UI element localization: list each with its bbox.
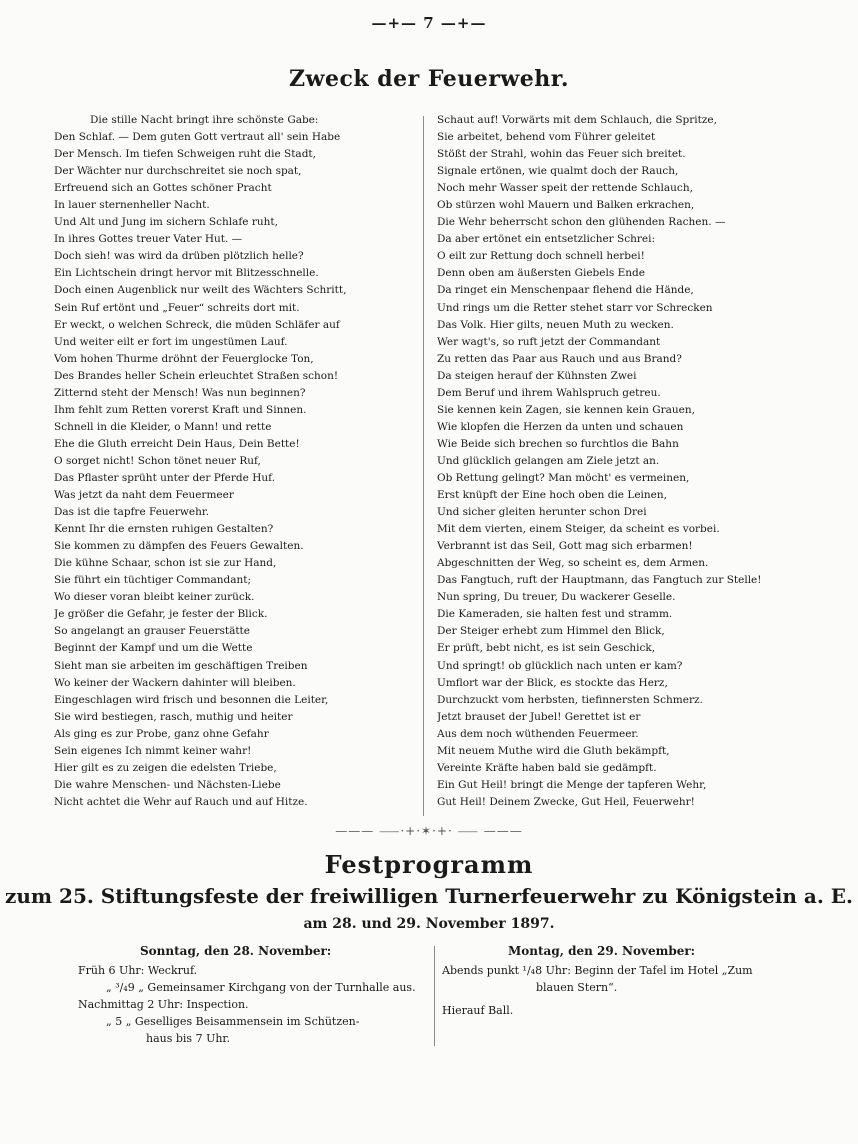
poem-line: Jetzt brauset der Jubel! Gerettet ist er bbox=[437, 710, 641, 723]
poem-line: Und springt! ob glücklich nach unten er kam? bbox=[437, 659, 683, 672]
poem-right-column bbox=[437, 112, 787, 811]
poem-line: Schaut auf! Vorwärts mit dem Schlauch, die Spritze, bbox=[437, 114, 717, 126]
poem-line: Mit dem vierten, einem Steiger, da scheint es vorbei. bbox=[437, 523, 720, 536]
program-divider bbox=[434, 946, 435, 1046]
poem-line: Ob stürzen wohl Mauern und Balken erkrachen, bbox=[437, 199, 695, 212]
poem-line: Das Fangtuch, ruft der Hauptmann, das Fangtuch zur Stelle! bbox=[437, 574, 762, 587]
poem-line: Dem Beruf und ihrem Wahlspruch getreu. bbox=[437, 386, 661, 399]
poem-line: Das ist die tapfre Feuerwehr. bbox=[54, 506, 210, 519]
poem-line: Eingeschlagen wird frisch und besonnen die Leiter, bbox=[54, 693, 329, 706]
poem-line: Sein eigenes Ich nimmt keiner wahr! bbox=[54, 744, 252, 757]
poem-line: Durchzuckt vom herbsten, tiefinnersten Schmerz. bbox=[437, 693, 703, 706]
poem-line: Zu retten das Paar aus Rauch und aus Brand? bbox=[437, 352, 682, 365]
poem-line: Wo dieser voran bleibt keiner zurück. bbox=[54, 591, 255, 604]
poem-line: Und sicher gleiten herunter schon Drei bbox=[437, 506, 647, 519]
schedule-line: „ 5 „ Geselliges Beisammensein im Schützen- bbox=[106, 1015, 360, 1028]
poem-line: Mit neuem Muthe wird die Gluth bekämpft, bbox=[437, 744, 670, 757]
poem-line: Und rings um die Retter stehet starr vor Schrecken bbox=[437, 301, 713, 314]
poem-line: Noch mehr Wasser speit der rettende Schlauch, bbox=[437, 182, 693, 195]
poem-line: Da aber ertönet ein entsetzlicher Schrei: bbox=[437, 233, 655, 246]
poem-line: Er prüft, bebt nicht, es ist sein Geschick, bbox=[437, 642, 656, 655]
poem-line: Umflort war der Blick, es stockte das Herz, bbox=[437, 676, 668, 689]
poem-line: Aus dem noch wüthenden Feuermeer. bbox=[437, 727, 639, 740]
poem-line: Und glücklich gelangen am Ziele jetzt an. bbox=[437, 454, 660, 467]
poem-line: Doch einen Augenblick nur weilt des Wächters Schritt, bbox=[54, 284, 347, 297]
poem-line: Sie wird bestiegen, rasch, muthig und heiter bbox=[54, 710, 293, 723]
poem-line: Sie kommen zu dämpfen des Feuers Gewalten. bbox=[54, 540, 304, 553]
poem-line: Wie klopfen die Herzen da unten und schauen bbox=[437, 420, 684, 433]
sunday-schedule bbox=[78, 962, 423, 1047]
poem-line: Die stille Nacht bringt ihre schönste Gabe: bbox=[90, 114, 319, 126]
poem-line: Er weckt, o welchen Schreck, die müden Schläfer auf bbox=[54, 318, 340, 331]
schedule-line: Nachmittag 2 Uhr: Inspection. bbox=[78, 998, 249, 1011]
festprogramm-subtitle: zum 25. Stiftungsfeste der freiwilligen Turnerfeuerwehr zu Königstein a. E. bbox=[5, 884, 853, 908]
poem-line: Sie kennen kein Zagen, sie kennen kein Grauen, bbox=[437, 403, 695, 416]
poem-line: Erfreuend sich an Gottes schöner Pracht bbox=[54, 182, 272, 195]
poem-line: Ein Lichtschein dringt hervor mit Blitzesschnelle. bbox=[54, 267, 319, 280]
poem-line: Denn oben am äußersten Giebels Ende bbox=[437, 267, 645, 280]
poem-line: Wo keiner der Wackern dahinter will bleiben. bbox=[54, 676, 296, 689]
poem-line: Stößt der Strahl, wohin das Feuer sich breitet. bbox=[437, 148, 686, 161]
monday-schedule bbox=[442, 962, 792, 1019]
poem-line: Zitternd steht der Mensch! Was nun beginnen? bbox=[54, 386, 306, 399]
poem-line: Abgeschnitten der Weg, so scheint es, dem Armen. bbox=[437, 557, 709, 570]
festprogramm-title: Festprogramm bbox=[324, 850, 534, 879]
schedule-line: blauen Stern“. bbox=[536, 981, 618, 994]
poem-line: Sein Ruf ertönt und „Feuer“ schreits dort mit. bbox=[54, 301, 300, 314]
column-divider bbox=[423, 116, 424, 816]
poem-line: Je größer die Gefahr, je fester der Blick. bbox=[54, 608, 268, 621]
poem-line: Und weiter eilt er fort im ungestümen Lauf. bbox=[54, 335, 288, 348]
poem-line: Ob Rettung gelingt? Man möcht' es vermeinen, bbox=[437, 471, 690, 484]
poem-line: Ein Gut Heil! bringt die Menge der tapferen Wehr, bbox=[437, 778, 707, 791]
poem-line: Das Pflaster sprüht unter der Pferde Huf. bbox=[54, 471, 275, 484]
poem-line: Nicht achtet die Wehr auf Rauch und auf Hitze. bbox=[54, 795, 308, 808]
poem-line: O eilt zur Rettung doch schnell herbei! bbox=[437, 250, 645, 263]
poem-line: Ehe die Gluth erreicht Dein Haus, Dein Bette! bbox=[54, 437, 300, 450]
poem-line: Der Wächter nur durchschreitet sie noch spat, bbox=[54, 165, 302, 178]
poem-line: Ihm fehlt zum Retten vorerst Kraft und Sinnen. bbox=[54, 403, 307, 416]
poem-line: Die Wehr beherrscht schon den glühenden Rachen. — bbox=[437, 216, 726, 229]
monday-heading: Montag, den 29. November: bbox=[508, 944, 696, 958]
poem-line: Erst knüpft der Eine hoch oben die Leinen, bbox=[437, 489, 667, 502]
schedule-line: Abends punkt ¹/₄8 Uhr: Beginn der Tafel im Hotel „Zum bbox=[442, 964, 753, 977]
poem-line: Beginnt der Kampf und um die Wette bbox=[54, 642, 253, 655]
poem-line: In lauer sternenheller Nacht. bbox=[54, 199, 210, 212]
schedule-line: haus bis 7 Uhr. bbox=[146, 1032, 230, 1045]
poem-line: Doch sieh! was wird da drüben plötzlich helle? bbox=[54, 250, 304, 263]
poem-line: Kennt Ihr die ernsten ruhigen Gestalten? bbox=[54, 523, 274, 536]
poem-line: Der Steiger erhebt zum Himmel den Blick, bbox=[437, 625, 665, 638]
poem-line: Den Schlaf. — Dem guten Gott vertraut all' sein Habe bbox=[54, 131, 341, 144]
poem-left-column bbox=[54, 112, 399, 811]
poem-line: Da steigen herauf der Kühnsten Zwei bbox=[437, 369, 637, 382]
schedule-line: „ ³/₄9 „ Gemeinsamer Kirchgang von der Turnhalle aus. bbox=[106, 981, 416, 994]
poem-line: Als ging es zur Probe, ganz ohne Gefahr bbox=[54, 727, 269, 740]
poem-line: Verbrannt ist das Seil, Gott mag sich erbarmen! bbox=[437, 540, 693, 553]
poem-line: Was jetzt da naht dem Feuermeer bbox=[54, 489, 234, 502]
poem-line: Wie Beide sich brechen so furchtlos die Bahn bbox=[437, 437, 679, 450]
poem-line: Vom hohen Thurme dröhnt der Feuerglocke Ton, bbox=[54, 352, 314, 365]
festprogramm-dates: am 28. und 29. November 1897. bbox=[303, 916, 555, 932]
schedule-line: Hierauf Ball. bbox=[442, 1004, 514, 1017]
poem-line: Signale ertönen, wie qualmt doch der Rauch, bbox=[437, 165, 679, 178]
poem-title: Zweck der Feuerwehr. bbox=[288, 66, 570, 92]
poem-line: Da ringet ein Menschenpaar flehend die Hände, bbox=[437, 284, 694, 297]
poem-line: Vereinte Kräfte haben bald sie gedämpft. bbox=[437, 761, 657, 774]
poem-line: In ihres Gottes treuer Vater Hut. — bbox=[54, 233, 243, 246]
poem-line: Nun spring, Du treuer, Du wackerer Geselle. bbox=[437, 591, 676, 604]
poem-line: Der Mensch. Im tiefen Schweigen ruht die Stadt, bbox=[54, 148, 316, 161]
poem-line: Das Volk. Hier gilts, neuen Muth zu wecken. bbox=[437, 318, 674, 331]
poem-line: Sie führt ein tüchtiger Commandant; bbox=[54, 574, 252, 587]
poem-line: Schnell in die Kleider, o Mann! und rette bbox=[54, 420, 272, 433]
poem-line: Hier gilt es zu zeigen die edelsten Triebe, bbox=[54, 761, 277, 774]
poem-line: Des Brandes heller Schein erleuchtet Straßen schon! bbox=[54, 369, 339, 382]
schedule-line: Früh 6 Uhr: Weckruf. bbox=[78, 964, 198, 977]
poem-line: Gut Heil! Deinem Zwecke, Gut Heil, Feuerwehr! bbox=[437, 795, 695, 808]
section-ornament: ——— ⸺·+·✶·+· ⸺ ——— bbox=[335, 824, 523, 838]
poem-line: O sorget nicht! Schon tönet neuer Ruf, bbox=[54, 454, 261, 467]
page-number: —+— 7 —+— bbox=[371, 14, 487, 32]
poem-line: Die Kameraden, sie halten fest und stramm. bbox=[437, 608, 673, 621]
poem-line: Und Alt und Jung im sichern Schlafe ruht, bbox=[54, 216, 278, 229]
poem-line: So angelangt an grauser Feuerstätte bbox=[54, 625, 250, 638]
poem-line: Wer wagt's, so ruft jetzt der Commandant bbox=[437, 335, 661, 348]
poem-line: Sieht man sie arbeiten im geschäftigen Treiben bbox=[54, 659, 308, 672]
poem-line: Die wahre Menschen- und Nächsten-Liebe bbox=[54, 778, 281, 791]
sunday-heading: Sonntag, den 28. November: bbox=[140, 944, 332, 958]
poem-line: Die kühne Schaar, schon ist sie zur Hand, bbox=[54, 557, 277, 570]
poem-line: Sie arbeitet, behend vom Führer geleitet bbox=[437, 131, 656, 144]
